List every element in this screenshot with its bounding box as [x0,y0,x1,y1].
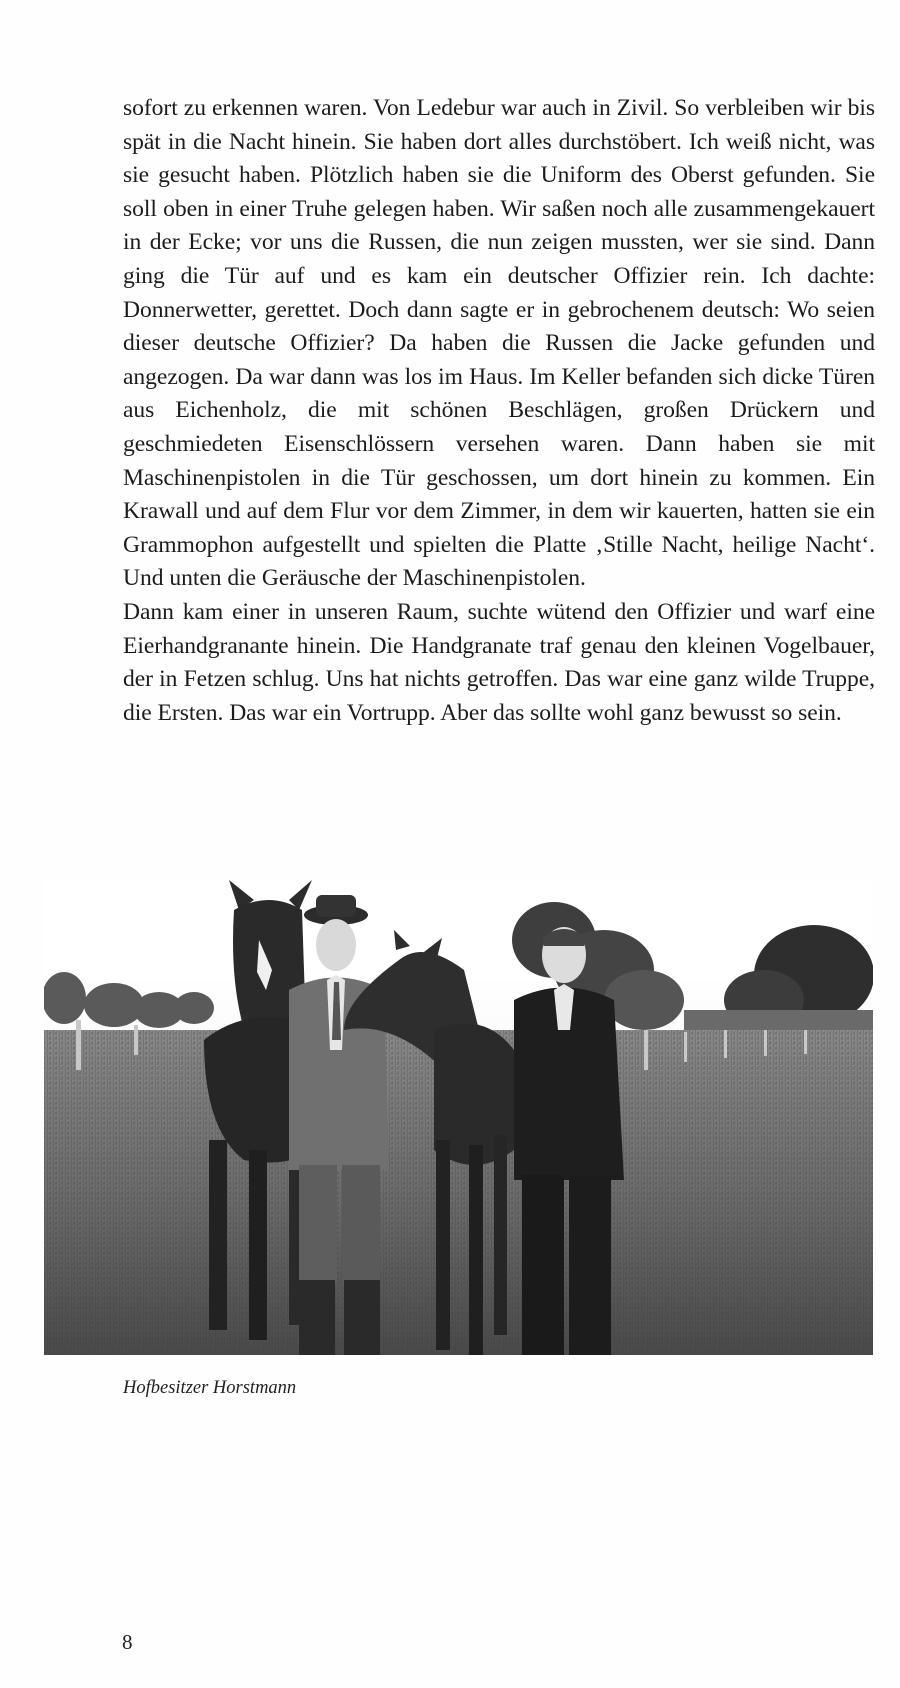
photo-illustration [44,880,873,1355]
photo-caption: Hofbesitzer Horstmann [123,1378,297,1398]
paragraph-1: sofort zu erkennen waren. Von Ledebur war auch in Zivil. So verbleiben wir bis spät in die Nacht hinein. Sie haben dort alles durchstöbert. Ich weiß nicht, was sie gesucht haben. Plötzlich haben sie die Uniform des Oberst gefunden. Sie soll oben in einer Truhe gelegen haben. Wir saßen noch alle zusammengekauert in der Ecke; vor uns die Russen, die nun zeigen mussten, wer sie sind. Dann ging die Tür auf und es kam ein deutscher Offizier rein. Ich dachte: Donnerwetter, gerettet. Doch dann sagte er in gebrochenem deutsch: Wo seien dieser deutsche Offizier? Da haben die Russen die Jacke gefunden und angezogen. Da war dann was los im Haus. Im Keller befanden sich dicke Türen aus Eichenholz, die mit schönen Beschlägen, großen Drückern und geschmiedeten Eisenschlössern versehen waren. Dann haben sie mit Maschinenpistolen in die Tür geschossen, um dort hinein zu kommen. Ein Krawall und auf dem Flur vor dem Zimmer, in dem wir kauerten, hatten sie ein Grammophon aufgestellt und spielten die Platte ‚Stille Nacht, heilige Nacht‘. Und unten die Geräusche der Maschinenpistolen. [123,95,875,592]
photo-farmer-with-horses [44,880,873,1355]
body-text [123,92,875,730]
page-number: 8 [122,1630,133,1654]
paragraph-2: Dann kam einer in unseren Raum, suchte wütend den Offizier und warf eine Eierhandgranante hinein. Die Handgranate traf genau den kleinen Vogelbauer, der in Fetzen schlug. Uns hat nichts getroffen. Das war eine ganz wilde Truppe, die Ersten. Das war ein Vortrupp. Aber das sollte wohl ganz bewusst so sein. [123,598,875,726]
